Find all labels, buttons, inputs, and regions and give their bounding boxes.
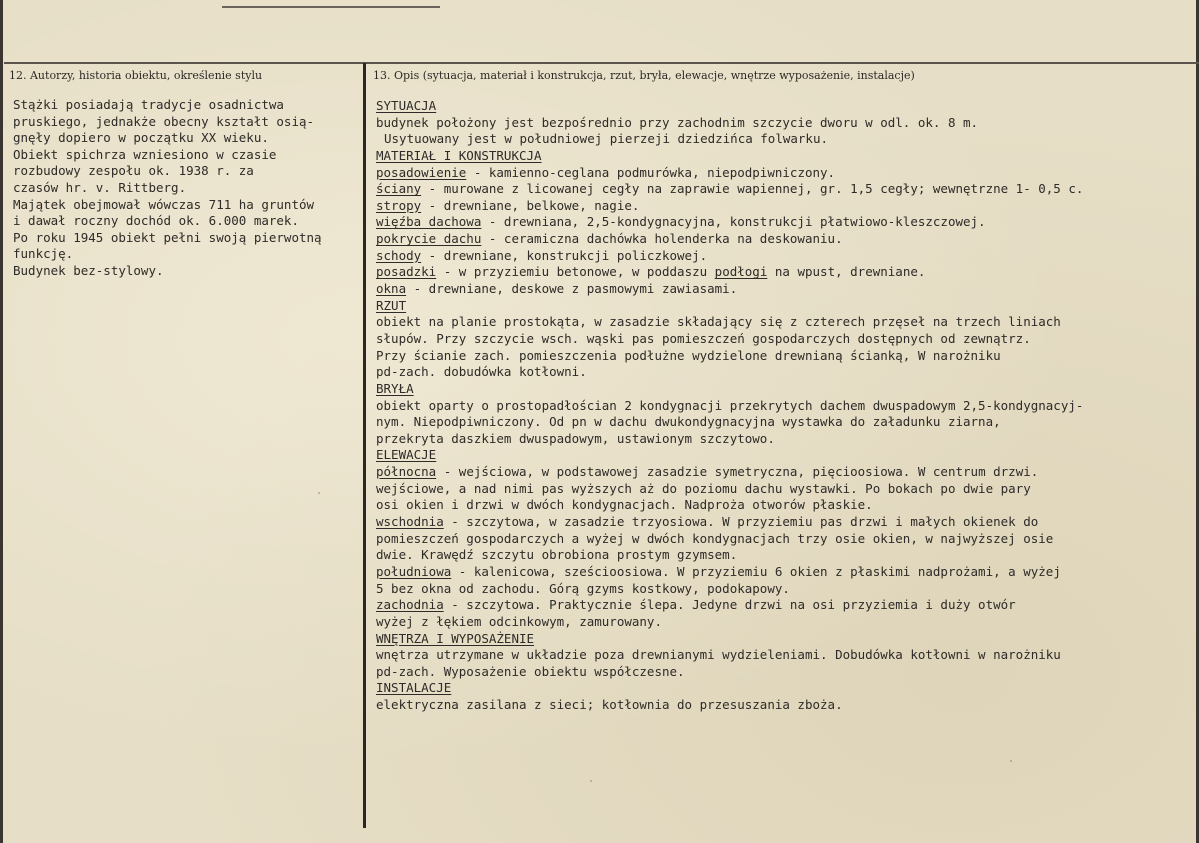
west-elevation-text: - szczytowa. Praktycznie ślepa. Jedyne drzwi na osi przyziemia i duży otwór [443,597,1016,613]
history-line: Stążki posiadają tradycje osadnictwa [13,97,284,112]
ceilings-text: - drewniane, belkowe, nagie. [421,197,640,213]
east-elevation-line: pomieszczeń gospodarczych a wyżej w dwóch kondygnacjach trzy osie okien, w najwyższej osie [376,530,1054,546]
column-divider [363,63,366,828]
plan-line: obiekt na planie prostokąta, w zasadzie składający się z czterech przęseł na trzech liniach [376,314,1061,330]
history-line: rozbudowy zespołu ok. 1938 r. za [13,163,254,179]
north-elevation-text: - wejściowa, w podstawowej zasadzie symetryczna, pięcioosiowa. W centrum drzwi. [436,464,1039,480]
floors-text-end: na wpust, drewniane. [767,264,926,280]
roof-truss-text: - drewniana, 2,5-kondygnacyjna, konstrukcji płatwiowo-kleszczowej. [481,214,986,230]
ceilings-term: stropy [376,197,422,213]
windows-term: okna [376,281,407,297]
field-13-label: 13. Opis (sytuacja, materiał i konstrukcja, rzut, bryła, elewacje, wnętrze wyposażenie, instalacje) [373,69,915,82]
material-heading: MATERIAŁ I KONSTRUKCJA [376,147,542,163]
massing-line: nym. Niepodpiwniczony. Od pn w dachu dwukondygnacyjna wystawka do załadunku ziarna, [376,414,1001,430]
massing-heading: BRYŁA [376,380,414,396]
massing-line: przekryta daszkiem dwuspadowym, ustawionym szczytowo. [376,430,775,446]
history-line: czasów hr. v. Rittberg. [13,179,187,195]
paper-speck [318,492,320,494]
roofing-text: - ceramiczna dachówka holenderka na deskowaniu. [481,231,843,247]
history-line: Po roku 1945 obiekt pełni swoją pierwotną [13,229,322,245]
walls-term: ściany [376,181,422,197]
situation-line: budynek położony jest bezpośrednio przy zachodnim szczycie dworu w odl. ok. 8 m. [376,114,979,130]
floors-text: - w przyziemiu betonowe, w poddaszu [436,264,715,280]
south-elevation-line: 5 bez okna od zachodu. Górą gzyms kostkowy, podokapowy. [376,580,790,596]
massing-line: obiekt oparty o prostopadłościan 2 kondygnacji przekrytych dachem dwuspadowym 2,5-kondygnacyj- [376,397,1084,413]
history-line: Obiekt spichrza wzniesiono w czasie [13,146,277,162]
situation-line: Usytuowany jest w południowej pierzeji dziedzińca folwarku. [384,131,829,147]
walls-text: - murowane z licowanej cegły na zaprawie wapiennej, gr. 1,5 cegły; wewnętrzne 1- 0,5 c. [421,181,1084,197]
stairs-text: - drewniane, konstrukcji policzkowej. [421,247,708,263]
east-elevation-term: wschodnia [376,514,444,530]
foundation-text: - kamienno-ceglana podmurówka, niepodpiwniczony. [466,164,836,180]
history-line: Budynek bez-stylowy. [13,262,164,278]
foundation-term: posadowienie [376,164,467,180]
east-elevation-line: dwie. Krawędź szczytu obrobiona prostym gzymsem. [376,547,738,563]
stairs-term: schody [376,247,422,263]
floorboards-term: podłogi [714,264,768,280]
history-line: i dawał roczny dochód ok. 6.000 marek. [13,213,299,229]
west-elevation-term: zachodnia [376,597,444,613]
installations-heading: INSTALACJE [376,680,452,696]
history-line: funkcję. [13,246,74,262]
paper-speck [590,780,592,782]
field-12-label: 12. Autorzy, historia obiektu, określenie stylu [9,69,263,82]
left-edge-line [0,0,3,843]
plan-line: Przy ścianie zach. pomieszczenia podłużne wydzielone drewnianą ścianką, W narożniku [376,347,1001,363]
history-text-block [13,97,358,280]
history-line: gnęły dopiero w początku XX wieku. [13,130,269,146]
west-elevation-line: wyżej z łękiem odcinkowym, zamurowany. [376,613,662,629]
history-line: Majątek obejmował wówczas 711 ha gruntów [13,196,315,212]
paper-speck [1010,760,1012,762]
elevations-heading: ELEWACJE [376,447,437,463]
top-edge-mark [222,6,440,8]
south-elevation-term: południowa [376,563,452,579]
installations-line: elektryczna zasilana z sieci; kotłownia do przesuszania zboża. [376,697,843,713]
interior-line: wnętrza utrzymane w układzie poza drewnianymi wydzieleniami. Dobudówka kotłowni w narożniku [376,647,1061,663]
roof-truss-term: więźba dachowa [376,214,482,230]
plan-line: pd-zach. dobudówka kotłowni. [376,364,587,380]
roofing-term: pokrycie dachu [376,231,482,247]
history-line: pruskiego, jednakże obecny kształt osią- [13,113,315,129]
situation-heading: SYTUACJA [376,98,437,113]
form-horizontal-rule [4,62,1199,64]
description-text-block [376,98,1166,714]
south-elevation-text: - kalenicowa, sześcioosiowa. W przyziemiu 6 okien z płaskimi nadprożami, a wyżej [451,563,1061,579]
floors-term: posadzki [376,264,437,280]
plan-line: słupów. Przy szczycie wsch. wąski pas pomieszczeń gospodarczych dostępnych od zewnątrz. [376,330,1031,346]
north-elevation-line: osi okien i drzwi w dwóch kondygnacjach. Nadproża otworów płaskie. [376,497,873,513]
east-elevation-text: - szczytowa, w zasadzie trzyosiowa. W przyziemiu pas drzwi i małych okienek do [443,514,1039,530]
plan-heading: RZUT [376,297,407,313]
interior-heading: WNĘTRZA I WYPOSAŻENIE [376,630,535,646]
windows-text: - drewniane, deskowe z pasmowymi zawiasami. [406,281,738,297]
north-elevation-term: północna [376,464,437,480]
north-elevation-line: wejściowe, a nad nimi pas wyższych aż do poziomu dachu wystawki. Po bokach po dwie pary [376,480,1031,496]
interior-line: pd-zach. Wyposażenie obiektu współczesne. [376,663,685,679]
